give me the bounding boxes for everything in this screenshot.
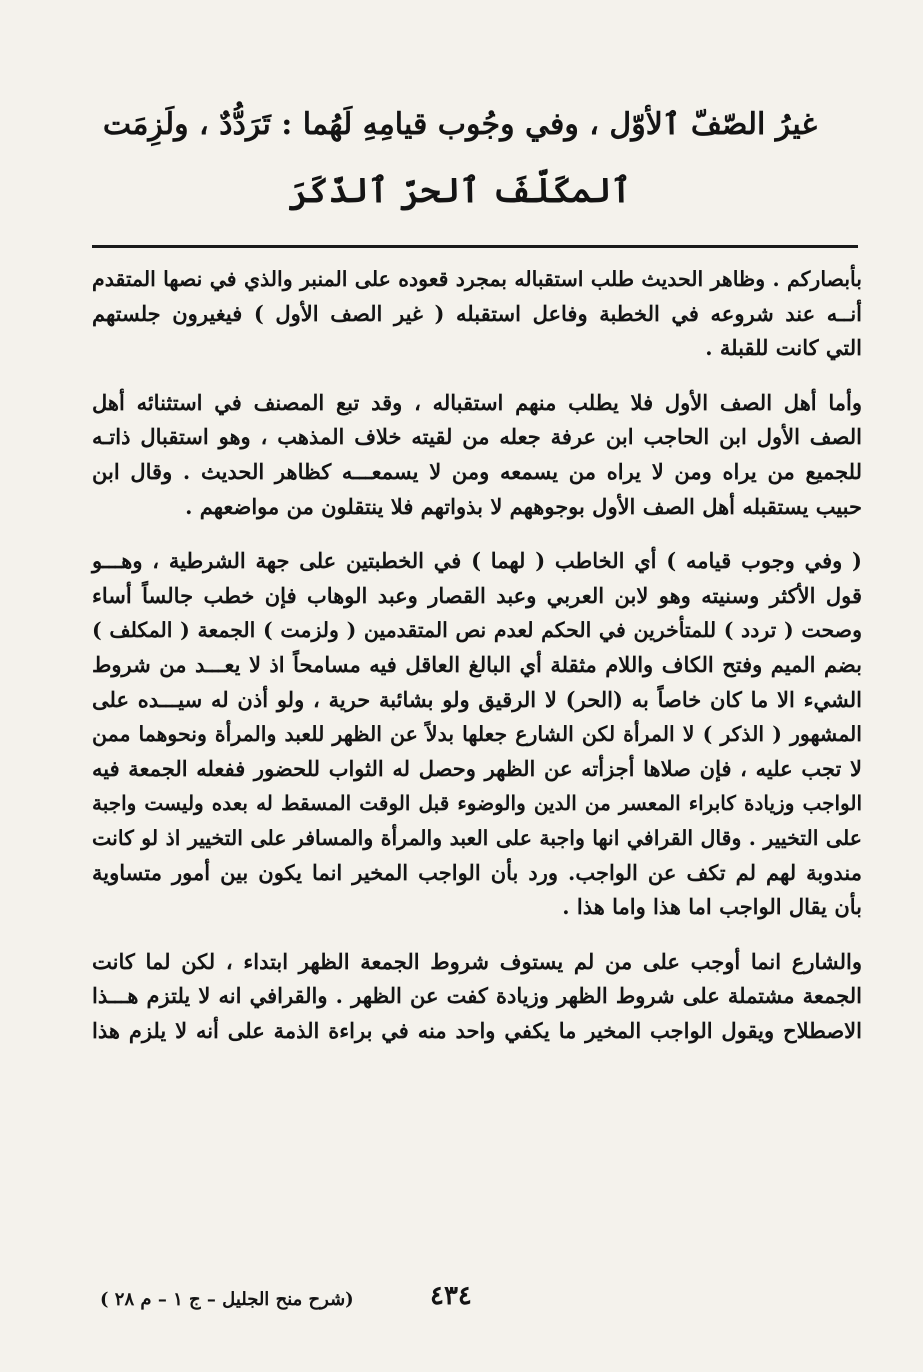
text-line: الشيء الا ما كان خاصاً به (الحر) لا الرقيق ولو بشائبة حرية ، ولو أذن له سيـــده على	[92, 686, 862, 712]
matn-heading	[100, 92, 820, 224]
text-line: والشارع انما أوجب على من لم يستوف شروط الجمعة الظهر ابتداء ، لكن لما كانت	[92, 948, 862, 974]
text-line: مندوبة لهم لم تكف عن الواجب. ورد بأن الواجب المخير انما يكون بين أمور متساوية	[92, 859, 862, 885]
separator-rule	[92, 245, 858, 248]
source-reference: (شرح منح الجليل – ج ١ – م ٢٨ )	[100, 1289, 354, 1310]
text-line: الواجب وزيادة كابراء المعسر من الدين والوضوء قبل الوقت المسقط له بعده وليست واجبة	[92, 791, 862, 816]
commentary-paragraph	[92, 945, 862, 1049]
text-line: أنــه عند شروعه في الخطبة وفاعل استقبله ( غير الصف الأول ) فيغيرون جلستهم	[92, 300, 862, 326]
text-line: قول الأكثر وسنيته وهو لابن العربي وعبد القصار وعبد الوهاب فإن خطب جالساً أساء	[92, 582, 862, 608]
text-line: بأن يقال الواجب اما هذا واما هذا .	[562, 894, 862, 920]
text-line: بضم الميم وفتح الكاف واللام مثقلة أي البالغ العاقل فيه مسامحاً اذ لا يعـــد من شروط	[92, 651, 862, 677]
page-number: ٤٣٤	[430, 1281, 472, 1311]
text-line: بأبصاركم . وظاهر الحديث طلب استقباله بمجرد قعوده على المنبر والذي في نصها المتقدم	[92, 267, 862, 291]
text-line: وصحت ( تردد ) للمتأخرين في الحكم لعدم نص المتقدمين ( ولزمت ) الجمعة ( المكلف )	[92, 618, 862, 643]
commentary-paragraph	[92, 262, 862, 366]
matn-line: ٱلمكَلّفَ ٱلحرّ ٱلذّكَرَ	[288, 171, 632, 211]
matn-line: غيرُ الصّفّ ٱلأوّل ، وفي وجُوب قيامِهِ لَهُما : تَرَدُّدٌ ، ولَزِمَت	[102, 107, 818, 142]
commentary-paragraph	[92, 544, 862, 925]
commentary-paragraph	[92, 386, 862, 524]
text-line: الاصطلاح ويقول الواجب المخير ما يكفي واحد منه في براءة الذمة على أنه لا يلزم هذا	[92, 1017, 862, 1043]
text-line: المشهور ( الذكر ) لا المرأة لكن الشارع جعلها بدلاً عن الظهر للعبد والمرأة ونحوهما ممن	[92, 722, 862, 747]
page-footer	[100, 1281, 780, 1325]
text-line: حبيب يستقبله أهل الصف الأول بوجوههم لا بذواتهم فلا ينتقلون من مواضعهم .	[185, 493, 862, 519]
text-line: على التخيير . وقال القرافي انها واجبة على العبد والمرأة والمسافر على التخيير اذ لو كانت	[92, 825, 862, 850]
text-line: وأما أهل الصف الأول فلا يطلب منهم استقباله ، وقد تبع المصنف في استثنائه أهل	[92, 389, 862, 415]
text-line: الصف الأول ابن الحاجب ابن عرفة جعله من لقيته خلاف المذهب ، وهو استقبال ذاتـه	[92, 424, 862, 450]
text-line: ( وفي وجوب قيامه ) أي الخاطب ( لهما ) في الخطبتين على جهة الشرطية ، وهـــو	[92, 548, 862, 574]
text-line: التي كانت للقبلة .	[705, 335, 862, 361]
commentary-body	[92, 262, 862, 1048]
text-line: للجميع من يراه ومن لا يراه من يسمعه ومن لا يسمعـــه كظاهر الحديث . وقال ابن	[92, 458, 862, 484]
text-line: لا تجب عليه ، فإن صلاها أجزأته عن الظهر وحصل له الثواب للحضور ففعله الجمعة فيه	[92, 755, 862, 781]
text-line: الجمعة مشتملة على شروط الظهر وزيادة كفت عن الظهر . والقرافي انه لا يلتزم هـــذا	[92, 983, 862, 1009]
